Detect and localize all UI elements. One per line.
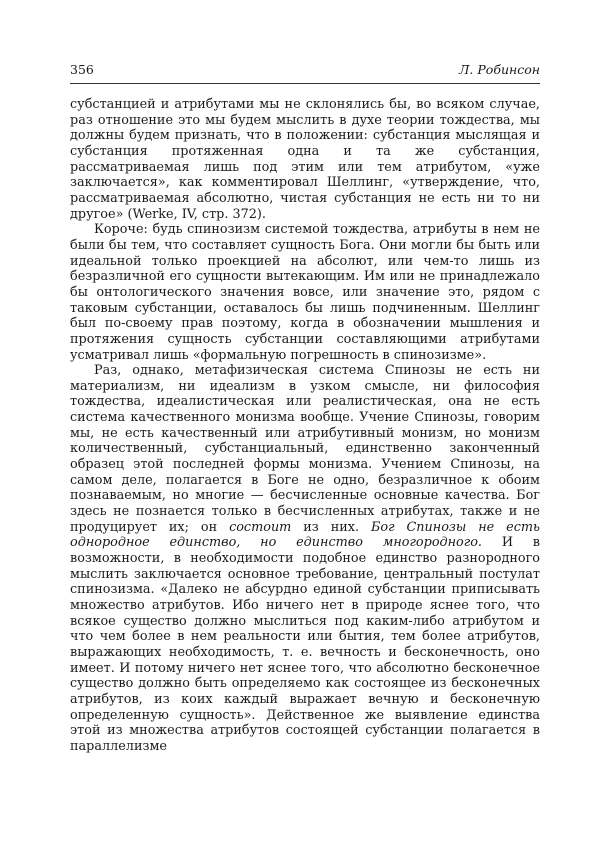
paragraph-3 bbox=[70, 363, 540, 754]
paragraph-1: субстанцией и атрибутами мы не склонялись бы, во всяком случае, раз отношение это мы будем мыслить в духе теории тождества, мы должны будем признать, что в положении: субстанция мыслящая и субстанция протяженная одна и та же субстанция, рассматриваемая лишь под этим или тем атрибутом, «уже заключается», как комментировал Шеллинг, «утверждение, что, рассматриваемая абсолютно, чистая субстанция не есть ни то ни другое» (Werke, IV, стр. 372). bbox=[70, 97, 540, 222]
paragraph-3-text-a: Раз, однако, метафизическая система Спинозы не есть ни материализм, ни идеализм в узком смысле, ни философия тождества, идеалистическая или реалистическая, она не есть система качественного монизма вообще. Учение Спинозы, говорим мы, не есть качественный или атрибутивный монизм, но монизм количественный, субстанциальный, единственно законченный образец этой последней формы монизма. Учением Спинозы, на самом деле, полагается в Боге не одно, безразличное к обоим познаваемым, но многие — бесчисленные основные качества. Бог здесь не познается только в бесчисленных атрибутах, также и не продуцирует их; он bbox=[70, 363, 540, 535]
paragraph-3-emphasis-b: Бог Спинозы не есть однородное единство, но единство многородного. bbox=[70, 519, 540, 551]
paragraph-3-emphasis-a: состоит bbox=[229, 519, 292, 535]
body-text bbox=[70, 97, 540, 755]
paragraph-3-text-c: И в возможности, в необходимости подобное единство разнородного мыслить заключается основное требование, центральный постулат спинозизма. «Далеко не абсурдно единой субстанции приписывать множество атрибутов. Ибо ничего нет в природе яснее того, что всякое существо должно мыслиться под каким-либо атрибутом и что чем более в нем реальности или бытия, тем более атрибутов, выражающих необходимость, т. е. вечность и бесконечность, оно имеет. И потому ничего нет яснее того, что абсолютно бесконечное существо должно быть определяемо как состоящее из бесконечных атрибутов, из коих каждый выражает вечную и бесконечную определенную сущность». Действенное же выявление единства этой из множества атрибутов состоящей субстанции полагается в параллелизме bbox=[70, 535, 540, 754]
paragraph-3-text-b: из них. bbox=[303, 519, 360, 535]
book-page bbox=[70, 62, 540, 755]
running-header bbox=[70, 62, 540, 84]
running-head-author: Л. Робинсон bbox=[459, 62, 540, 77]
page-number: 356 bbox=[70, 62, 94, 77]
paragraph-2: Короче: будь спинозизм системой тождества, атрибуты в нем не были бы тем, что составляет сущность Бога. Они могли бы быть или идеальной только проекцией на абсолют, или чем-то лишь из безразличной его сущности вытекающим. Им или не принадлежало бы онтологического значения вовсе, или значение это, рядом с таковым субстанции, оставалось бы лишь подчиненным. Шеллинг был по-своему прав поэтому, когда в обозначении мышления и протяжения сущность субстанции составляющими атрибутами усматривал лишь «формальную погрешность в спинозизме». bbox=[70, 222, 540, 363]
